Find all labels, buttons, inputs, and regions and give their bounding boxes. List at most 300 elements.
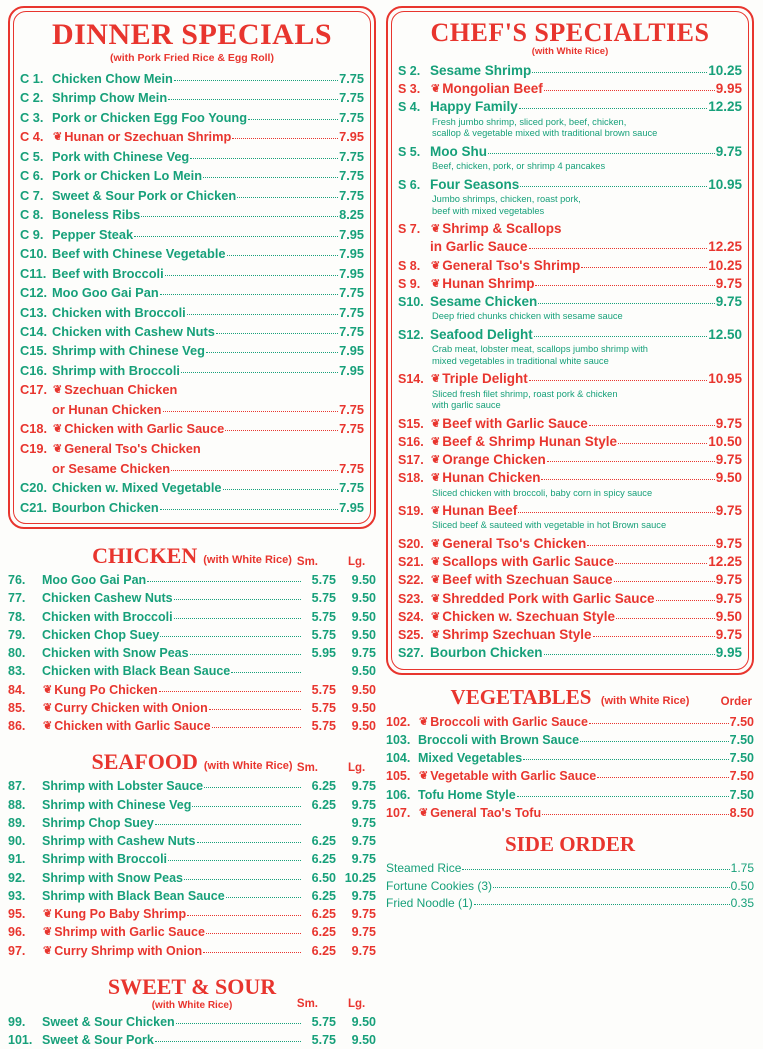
leader-dots [165, 275, 338, 276]
leader-dots [160, 509, 338, 510]
menu-item-number: C19. [20, 441, 48, 457]
chicken-lg-label: Lg. [348, 556, 366, 569]
leader-dots [517, 796, 729, 797]
menu-item-name: General Tso's Shrimp [442, 257, 581, 273]
menu-item-number: 93. [8, 888, 26, 903]
menu-item-number: C14. [20, 323, 48, 339]
menu-item-number: C15. [20, 343, 48, 359]
leader-dots [206, 933, 301, 934]
menu-item-name: Pork or Chicken Lo Mein [52, 168, 203, 184]
chicken-sm-label: Sm. [296, 556, 318, 569]
leader-dots [206, 352, 338, 353]
leader-dots [581, 267, 707, 268]
menu-item-row [398, 571, 742, 589]
menu-item-row [386, 804, 754, 822]
menu-item-row [8, 832, 376, 850]
menu-item-description: Crab meat, lobster meat, scallops jumbo shrimp with mixed vegetables in traditional white sauce [432, 344, 648, 366]
menu-item-price: 8.50 [729, 805, 754, 820]
leader-dots [237, 197, 338, 198]
menu-item-price: 7.75 [339, 304, 364, 320]
menu-item-price: 7.75 [339, 460, 364, 476]
leader-dots [544, 654, 715, 655]
menu-item-price: 12.50 [708, 326, 742, 342]
menu-item-number: C 5. [20, 149, 44, 165]
menu-item-row [20, 108, 364, 127]
chicken-title: CHICKEN [92, 543, 198, 569]
menu-item-name: Beef with Szechuan Sauce [442, 572, 613, 588]
menu-item-price: 10.50 [708, 433, 742, 449]
leader-dots [174, 599, 301, 600]
menu-item-price: 7.75 [339, 323, 364, 339]
menu-item-row [398, 590, 742, 608]
menu-item-row [20, 380, 364, 400]
menu-item-price: 7.95 [339, 343, 364, 359]
leader-dots [203, 177, 338, 178]
menu-item-row [20, 283, 364, 302]
menu-item-price-small: 5.75 [311, 1033, 336, 1048]
menu-item-row [386, 895, 754, 913]
sweet-sour-size-labels [297, 998, 372, 1010]
chili-pepper-icon: ❦ [431, 538, 441, 551]
menu-item-number: S 2. [398, 64, 421, 78]
menu-item-number: S23. [398, 591, 424, 606]
menu-item-number: 106. [386, 787, 411, 802]
menu-item-description: Deep fried chunks chicken with sesame sauce [432, 311, 623, 322]
seafood-header [8, 749, 376, 775]
menu-item-row [20, 459, 364, 478]
menu-item-price: 9.75 [715, 415, 742, 431]
menu-item-number: S21. [398, 555, 424, 570]
menu-item-row [20, 244, 364, 263]
menu-item-number: C 2. [20, 90, 44, 106]
menu-item-price: 9.75 [715, 275, 742, 291]
menu-item-row [386, 749, 754, 767]
menu-item-number: 103. [386, 732, 411, 747]
menu-item-price-large: 9.75 [351, 834, 376, 849]
menu-item-row [398, 275, 742, 293]
menu-item-number: 104. [386, 751, 411, 766]
menu-item-name: Hunan or Szechuan Shrimp [64, 129, 232, 145]
menu-item-number: C13. [20, 304, 48, 320]
menu-item-number: S16. [398, 434, 424, 449]
menu-item-name: Sweet & Sour Pork [42, 1033, 154, 1048]
menu-item-price: 7.95 [339, 129, 364, 145]
menu-item-row [20, 478, 364, 497]
leader-dots [159, 691, 301, 692]
menu-item-number: C 6. [20, 168, 44, 184]
chili-pepper-icon: ❦ [431, 417, 441, 430]
leader-dots [141, 216, 338, 217]
dinner-specials-title: DINNER SPECIALS [51, 18, 333, 51]
menu-item-price: 9.75 [715, 627, 742, 643]
leader-dots [656, 600, 715, 601]
right-column [386, 6, 754, 913]
menu-item-price: 12.25 [708, 554, 742, 570]
leader-dots [204, 787, 301, 788]
menu-item-number: 95. [8, 907, 26, 922]
dinner-specials-list [20, 69, 364, 517]
menu-item-price: 7.75 [339, 187, 364, 203]
sweet-sour-sm-label: Sm. [296, 997, 318, 1010]
menu-item-price-small: 6.25 [311, 852, 336, 867]
menu-item-price-small: 5.75 [311, 609, 336, 624]
leader-dots [225, 430, 338, 431]
menu-item-row [398, 451, 742, 469]
menu-item-name: Kung Po Baby Shrimp [54, 907, 187, 922]
menu-item-name: Seafood Delight [430, 326, 533, 342]
menu-item-number: S 5. [398, 144, 421, 159]
menu-item-row [8, 1013, 376, 1031]
menu-item-number: C 8. [20, 207, 44, 223]
menu-item-name: Shrimp with Cashew Nuts [42, 834, 196, 849]
menu-item-price-small: 5.75 [311, 573, 336, 588]
menu-item-name: Shrimp with Black Bean Sauce [42, 888, 225, 903]
menu-item-price: 7.75 [339, 168, 364, 184]
menu-item-price-small: 5.75 [311, 719, 336, 734]
menu-item-number: 80. [8, 646, 26, 661]
leader-dots [534, 336, 707, 337]
menu-item-row [20, 439, 364, 459]
menu-item-price-small: 6.25 [311, 779, 336, 794]
menu-item-price-large: 9.75 [351, 797, 376, 812]
menu-item-row [398, 433, 742, 451]
menu-item-price: 7.95 [339, 362, 364, 378]
menu-item-row [8, 814, 376, 832]
menu-item-name: Four Seasons [430, 176, 520, 192]
menu-item-number: 96. [8, 925, 26, 940]
vegetables-list [386, 713, 754, 823]
side-order-list [386, 860, 754, 913]
sweet-sour-list [8, 1013, 376, 1049]
leader-dots [520, 186, 707, 187]
menu-item-name: Sweet & Sour Pork or Chicken [52, 187, 237, 203]
chili-pepper-icon: ❦ [431, 574, 441, 587]
menu-item-name: Moo Shu [430, 143, 487, 159]
leader-dots [589, 723, 729, 724]
menu-item-name: Chicken with Broccoli [52, 304, 186, 320]
leader-dots [529, 380, 707, 381]
menu-item-name: Triple Delight [442, 371, 528, 387]
menu-item-number: C 4. [20, 129, 44, 145]
menu-item-number: 92. [8, 870, 26, 885]
menu-item-row [398, 98, 742, 116]
menu-item-row [8, 589, 376, 607]
menu-item-number: S14. [398, 372, 424, 387]
menu-item-name: Chicken with Snow Peas [42, 646, 189, 661]
menu-item-name: Tofu Home Style [418, 787, 516, 802]
chili-pepper-icon: ❦ [431, 259, 441, 272]
menu-item-price: 7.50 [729, 787, 754, 802]
menu-item-price-small: 6.25 [311, 888, 336, 903]
menu-item-price-large: 9.75 [351, 943, 376, 958]
menu-item-row [20, 498, 364, 517]
menu-item-row [8, 717, 376, 735]
menu-item-price: 7.75 [339, 71, 364, 86]
chili-pepper-icon: ❦ [43, 720, 53, 733]
menu-item-name: Beef with Chinese Vegetable [52, 246, 226, 262]
chili-pepper-icon: ❦ [431, 83, 441, 96]
menu-item-name: Shrimp with Garlic Sauce [54, 925, 205, 940]
leader-dots [155, 1041, 301, 1042]
menu-item-row [20, 400, 364, 419]
menu-item-description: Sliced fresh filet shrimp, roast pork & chicken with garlic sauce [432, 388, 618, 411]
menu-item-price: 7.50 [729, 769, 754, 784]
menu-item-name: Sesame Shrimp [430, 63, 532, 78]
leader-dots [209, 709, 301, 710]
menu-item-number: S 9. [398, 276, 421, 291]
menu-item-row [20, 166, 364, 185]
menu-item-name: Sweet & Sour Chicken [42, 1014, 175, 1029]
chili-pepper-icon: ❦ [53, 384, 63, 397]
menu-item-row [8, 850, 376, 868]
menu-item-name: Beef with Broccoli [52, 265, 164, 281]
vegetables-order-label: Order [720, 695, 752, 708]
vegetables-title: VEGETABLES [450, 684, 592, 709]
menu-item-price: 8.25 [339, 207, 364, 223]
menu-item-name: Chicken with Garlic Sauce [54, 719, 211, 734]
menu-item-price-large: 10.25 [344, 870, 376, 885]
menu-item-name: Steamed Rice [386, 861, 462, 876]
leader-dots [216, 333, 338, 334]
chef-specialties-box [386, 6, 754, 675]
menu-item-price: 10.25 [708, 63, 742, 78]
chili-pepper-icon: ❦ [53, 131, 63, 144]
chili-pepper-icon: ❦ [43, 926, 53, 939]
leader-dots [535, 285, 714, 286]
menu-item-row [386, 878, 754, 896]
menu-item-name: General Tso's Chicken [442, 536, 587, 552]
menu-item-price-large: 9.50 [351, 682, 376, 697]
menu-item-row [398, 220, 742, 238]
seafood-list [8, 777, 376, 960]
menu-item-price: 7.75 [339, 480, 364, 496]
menu-item-price: 9.95 [715, 81, 742, 97]
chili-pepper-icon: ❦ [431, 373, 441, 386]
menu-item-price-small: 6.25 [311, 797, 336, 812]
menu-item-name: Chicken Cashew Nuts [42, 591, 173, 606]
menu-item-name: Pepper Steak [52, 226, 134, 242]
menu-item-price: 12.25 [708, 239, 742, 255]
chicken-header [8, 543, 376, 569]
menu-item-name: Chicken w. Mixed Vegetable [52, 480, 222, 496]
chili-pepper-icon: ❦ [431, 629, 441, 642]
vegetables-with-rice-note: (with White Rice) [600, 694, 690, 707]
menu-item-row [386, 731, 754, 749]
menu-item-price-large: 9.50 [351, 700, 376, 715]
leader-dots [190, 158, 338, 159]
menu-item-name: Moo Goo Gai Pan [52, 285, 159, 301]
menu-item-row [8, 644, 376, 662]
menu-item-name: Fried Noodle (1) [386, 896, 473, 911]
menu-item-price: 7.50 [729, 732, 754, 747]
menu-item-price: 7.50 [729, 751, 754, 766]
chili-pepper-icon: ❦ [53, 423, 63, 436]
chili-pepper-icon: ❦ [431, 277, 441, 290]
chef-specialties-note: (with White Rice) [531, 46, 609, 57]
menu-item-number: 87. [8, 779, 26, 794]
leader-dots [523, 759, 728, 760]
menu-item-price-small: 5.75 [311, 700, 336, 715]
menu-item-name: Chicken Chop Suey [42, 627, 160, 642]
menu-item-name: Chicken with Black Bean Sauce [42, 664, 231, 679]
menu-item-price: 7.95 [339, 226, 364, 242]
side-order-title: SIDE ORDER [504, 832, 636, 857]
menu-item-number: 88. [8, 797, 26, 812]
leader-dots [248, 119, 338, 120]
menu-item-row [20, 361, 364, 380]
leader-dots [190, 654, 301, 655]
menu-columns [8, 6, 755, 1049]
chili-pepper-icon: ❦ [419, 715, 429, 728]
menu-item-row [398, 502, 742, 520]
menu-item-price: 10.95 [708, 371, 742, 387]
menu-item-price: 7.95 [339, 499, 364, 515]
leader-dots [163, 411, 339, 412]
leader-dots [171, 470, 338, 471]
menu-item-name: Mongolian Beef [442, 81, 543, 97]
menu-item-row [398, 626, 742, 644]
menu-item-name: Shrimp Chow Mein [52, 90, 168, 106]
menu-item-price: 9.75 [715, 536, 742, 552]
sweet-sour-with-rice-note: (with White Rice) [151, 999, 233, 1011]
menu-item-name: Kung Po Chicken [54, 682, 158, 697]
menu-item-row [8, 1031, 376, 1049]
leader-dots [580, 741, 729, 742]
menu-item-row [8, 796, 376, 814]
sweet-sour-lg-label: Lg. [348, 997, 366, 1010]
leader-dots [616, 618, 715, 619]
leader-dots [493, 887, 730, 888]
menu-item-number: C10. [20, 246, 48, 262]
menu-item-name: Hunan Chicken [442, 470, 541, 486]
menu-item-price-large: 9.75 [351, 907, 376, 922]
menu-item-number: 107. [386, 805, 411, 820]
menu-item-row [398, 80, 742, 98]
menu-item-number: 90. [8, 834, 26, 849]
chicken-list [8, 571, 376, 735]
menu-item-number: 102. [386, 714, 411, 729]
menu-item-name: Chicken w. Szechuan Style [442, 608, 616, 624]
menu-item-name: Shredded Pork with Garlic Sauce [442, 590, 655, 606]
menu-item-name: Curry Shrimp with Onion [54, 943, 203, 958]
menu-item-name: Orange Chicken [442, 452, 546, 468]
menu-item-name: Shrimp with Snow Peas [42, 870, 183, 885]
leader-dots [587, 545, 714, 546]
leader-dots [615, 563, 707, 564]
leader-dots [593, 636, 715, 637]
menu-item-name: Chicken with Garlic Sauce [64, 421, 225, 437]
left-column [8, 6, 376, 1049]
menu-item-price-small: 6.25 [311, 925, 336, 940]
chili-pepper-icon: ❦ [431, 592, 441, 605]
menu-item-row [8, 608, 376, 626]
menu-item-name: Scallops with Garlic Sauce [442, 554, 615, 570]
menu-item-price-large: 9.75 [351, 925, 376, 940]
dinner-specials-box [8, 6, 376, 529]
leader-dots [147, 581, 301, 582]
leader-dots [197, 842, 302, 843]
menu-item-price: 9.75 [715, 143, 742, 159]
menu-item-row [20, 303, 364, 322]
leader-dots [134, 236, 338, 237]
menu-item-number: S 3. [398, 82, 421, 97]
menu-item-number: C20. [20, 480, 48, 496]
menu-item-description: Beef, chicken, pork, or shrimp 4 pancakes [432, 161, 606, 172]
menu-item-price-large: 9.50 [351, 664, 376, 679]
menu-item-row [386, 767, 754, 785]
menu-item-row [8, 777, 376, 795]
menu-item-name: Shrimp with Broccoli [52, 362, 180, 378]
menu-item-name: Moo Goo Gai Pan [42, 573, 147, 588]
dinner-specials-note: (with Pork Fried Rice & Egg Roll) [110, 52, 274, 64]
menu-item-name: Mixed Vegetables [418, 751, 523, 766]
menu-item-number: 83. [8, 664, 26, 679]
menu-item-price-large: 9.75 [351, 852, 376, 867]
menu-item-name: Beef with Garlic Sauce [442, 415, 588, 431]
menu-item-row [386, 860, 754, 878]
menu-item-number: 79. [8, 627, 26, 642]
menu-item-description: Sliced beef & sauteed with vegetable in hot Brown sauce [432, 520, 667, 531]
menu-item-price: 7.75 [339, 402, 364, 417]
leader-dots [223, 489, 339, 490]
leader-dots [168, 99, 338, 100]
menu-item-number: S17. [398, 453, 424, 468]
menu-item-price: 9.50 [715, 608, 742, 624]
leader-dots [187, 915, 301, 916]
menu-item-price-large: 9.50 [351, 609, 376, 624]
leader-dots [538, 303, 714, 304]
seafood-with-rice-note: (with White Rice) [203, 760, 293, 773]
leader-dots [187, 314, 338, 315]
menu-item-price-small: 6.25 [311, 834, 336, 849]
sweet-sour-header [8, 974, 376, 1011]
menu-item-price-small: 6.25 [311, 907, 336, 922]
leader-dots [232, 138, 338, 139]
chili-pepper-icon: ❦ [419, 806, 429, 819]
seafood-sm-label: Sm. [296, 762, 318, 775]
leader-dots [614, 581, 715, 582]
menu-item-name: Fortune Cookies (3) [386, 878, 493, 893]
leader-dots [519, 108, 707, 109]
chili-pepper-icon: ❦ [431, 610, 441, 623]
menu-item-row [8, 942, 376, 960]
leader-dots [544, 90, 715, 91]
leader-dots [532, 72, 707, 73]
menu-item-name: Chicken with Cashew Nuts [52, 323, 215, 339]
menu-item-name: Happy Family [430, 99, 518, 115]
chicken-size-labels [297, 556, 372, 568]
menu-item-row [398, 238, 742, 256]
menu-item-name: Shrimp Chop Suey [42, 815, 154, 830]
menu-item-price: 1.75 [730, 861, 754, 876]
chili-pepper-icon: ❦ [43, 683, 53, 696]
menu-item-price: 9.75 [715, 452, 742, 468]
menu-item-row [398, 469, 742, 487]
menu-item-number: C16. [20, 362, 48, 378]
menu-item-row [8, 905, 376, 923]
menu-item-price: 7.75 [339, 149, 364, 165]
menu-item-number: C21. [20, 499, 48, 515]
menu-item-name: Pork or Chicken Egg Foo Young [52, 109, 248, 125]
menu-item-price-large: 9.50 [351, 627, 376, 642]
menu-item-row [8, 923, 376, 941]
leader-dots [529, 248, 708, 249]
side-order-header [386, 832, 754, 857]
menu-item-name: in Garlic Sauce [430, 239, 528, 255]
menu-item-number: C 3. [20, 109, 44, 125]
menu-item-name: Sesame Chicken [430, 294, 538, 310]
chili-pepper-icon: ❦ [431, 505, 441, 518]
